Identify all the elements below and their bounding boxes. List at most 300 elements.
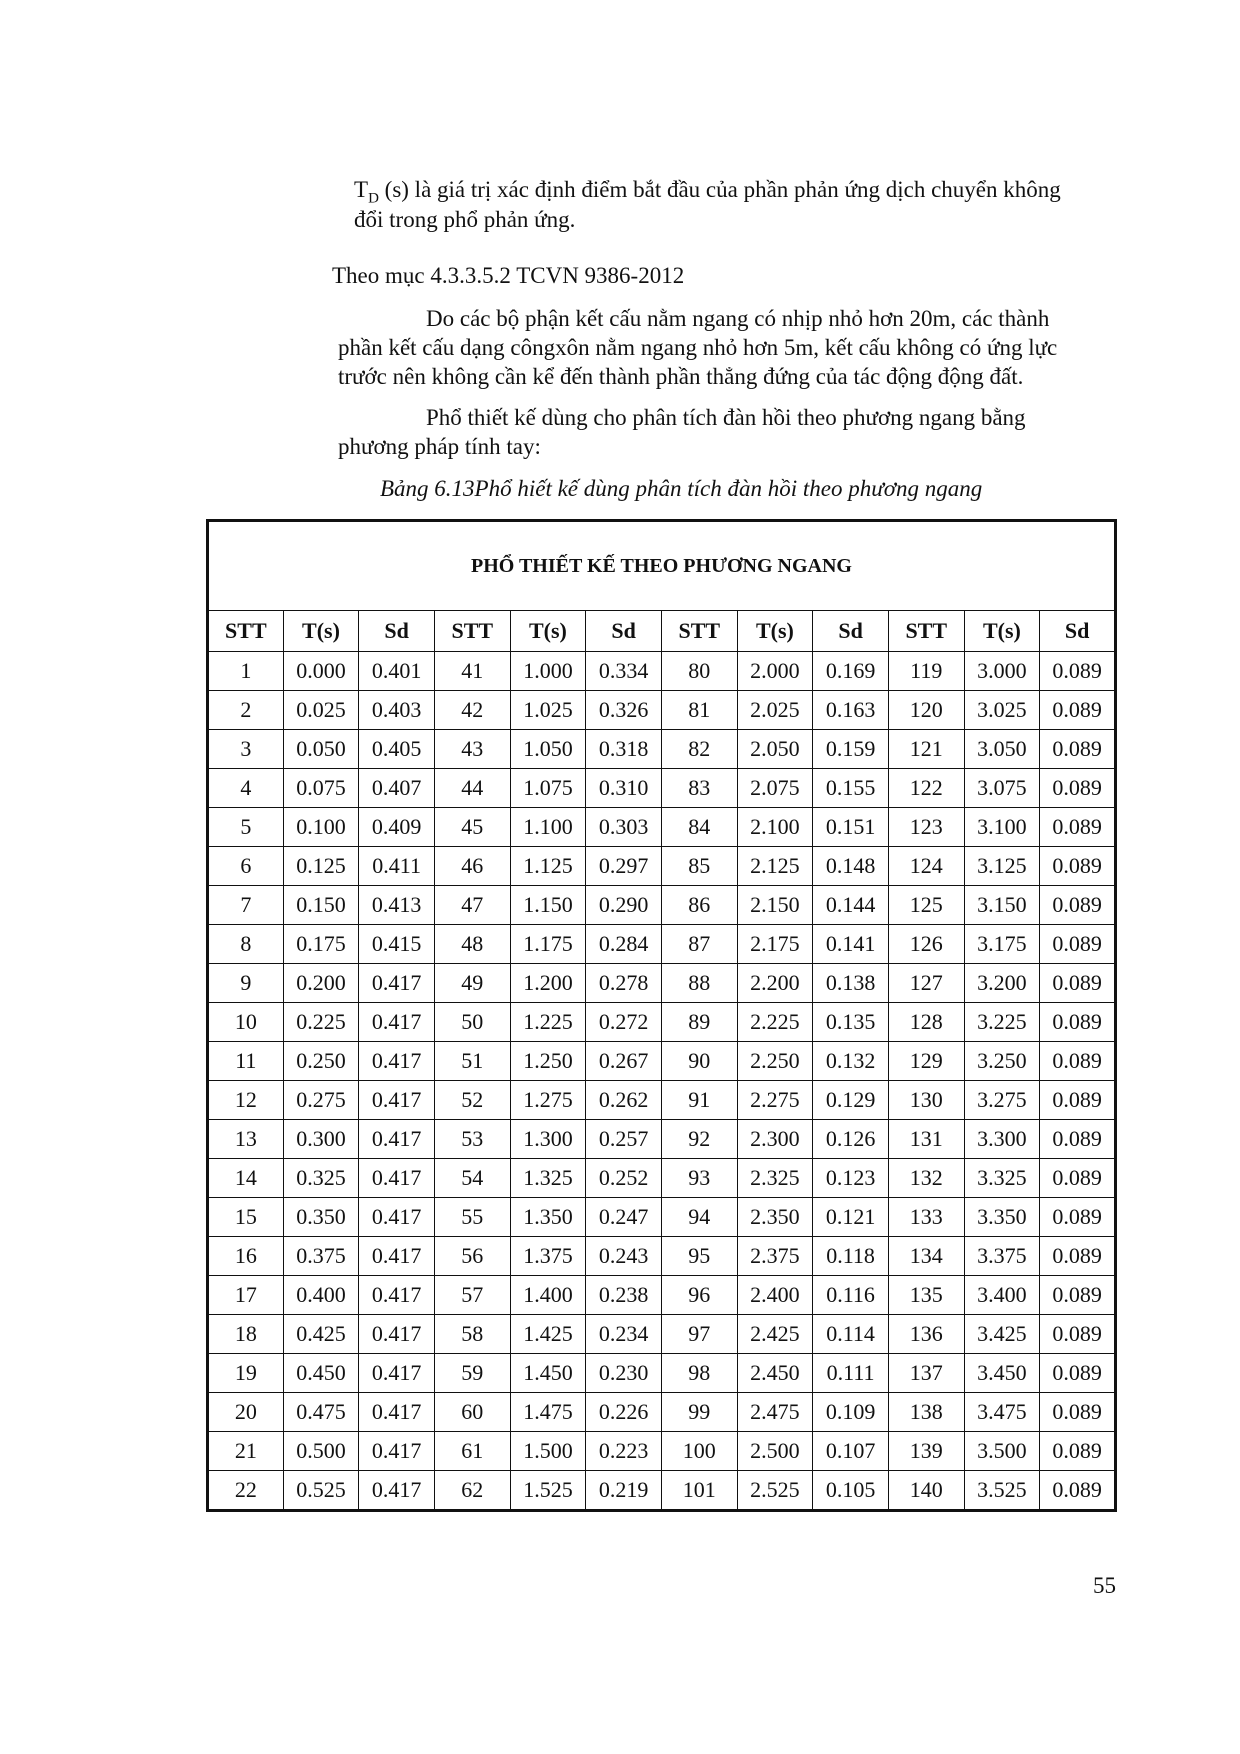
table-row — [208, 1471, 1116, 1511]
table-cell: 0.163 — [813, 691, 889, 730]
table-cell: 0.089 — [1040, 730, 1116, 769]
table-cell: 0.417 — [359, 1081, 435, 1120]
table-cell: 3 — [208, 730, 284, 769]
table-cell: 3.475 — [964, 1393, 1040, 1432]
table-row — [208, 1432, 1116, 1471]
table-row — [208, 1276, 1116, 1315]
table-cell: 3.050 — [964, 730, 1040, 769]
column-header: T(s) — [964, 611, 1040, 652]
table-cell: 1.150 — [510, 886, 586, 925]
table-cell: 1.225 — [510, 1003, 586, 1042]
table-cell: 47 — [434, 886, 510, 925]
table-cell: 45 — [434, 808, 510, 847]
table-cell: 1 — [208, 652, 284, 691]
table-cell: 1.450 — [510, 1354, 586, 1393]
table-cell: 83 — [661, 769, 737, 808]
table-cell: 0.089 — [1040, 1276, 1116, 1315]
table-cell: 3.150 — [964, 886, 1040, 925]
table-cell: 122 — [888, 769, 964, 808]
table-cell: 0.326 — [586, 691, 662, 730]
table-cell: 0.407 — [359, 769, 435, 808]
table-cell: 0.297 — [586, 847, 662, 886]
table-cell: 0.121 — [813, 1198, 889, 1237]
table-cell: 0.089 — [1040, 1315, 1116, 1354]
table-cell: 2.225 — [737, 1003, 813, 1042]
table-cell: 0.247 — [586, 1198, 662, 1237]
column-header: T(s) — [283, 611, 359, 652]
table-row — [208, 808, 1116, 847]
td-symbol: T — [354, 177, 369, 202]
paragraph-line: Do các bộ phận kết cấu nằm ngang có nhịp nhỏ hơn 20m, các thành — [426, 306, 1050, 331]
table-cell: 0.450 — [283, 1354, 359, 1393]
table-cell: 93 — [661, 1159, 737, 1198]
table-cell: 3.375 — [964, 1237, 1040, 1276]
table-cell: 0.138 — [813, 964, 889, 1003]
table-row — [208, 1237, 1116, 1276]
page-number: 55 — [1093, 1573, 1116, 1598]
table-cell: 130 — [888, 1081, 964, 1120]
table-cell: 0.148 — [813, 847, 889, 886]
td-definition-line-2: đổi trong phổ phản ứng. — [354, 207, 576, 232]
table-cell: 0.225 — [283, 1003, 359, 1042]
table-cell: 17 — [208, 1276, 284, 1315]
table-cell: 0.144 — [813, 886, 889, 925]
table-cell: 0.089 — [1040, 1042, 1116, 1081]
table-cell: 0.100 — [283, 808, 359, 847]
table-cell: 2.425 — [737, 1315, 813, 1354]
table-cell: 1.300 — [510, 1120, 586, 1159]
table-cell: 61 — [434, 1432, 510, 1471]
spectrum-table-container — [206, 519, 1117, 1512]
table-cell: 134 — [888, 1237, 964, 1276]
column-header: Sd — [813, 611, 889, 652]
table-cell: 2.125 — [737, 847, 813, 886]
table-cell: 2.450 — [737, 1354, 813, 1393]
table-cell: 56 — [434, 1237, 510, 1276]
table-cell: 0.525 — [283, 1471, 359, 1511]
table-cell: 0.089 — [1040, 1471, 1116, 1511]
table-cell: 0.417 — [359, 1432, 435, 1471]
table-cell: 1.425 — [510, 1315, 586, 1354]
table-cell: 0.500 — [283, 1432, 359, 1471]
table-cell: 0.230 — [586, 1354, 662, 1393]
column-header: Sd — [586, 611, 662, 652]
table-cell: 0.375 — [283, 1237, 359, 1276]
table-cell: 16 — [208, 1237, 284, 1276]
column-header: Sd — [1040, 611, 1116, 652]
table-cell: 2.075 — [737, 769, 813, 808]
table-cell: 136 — [888, 1315, 964, 1354]
table-cell: 0.272 — [586, 1003, 662, 1042]
table-cell: 15 — [208, 1198, 284, 1237]
table-cell: 0.252 — [586, 1159, 662, 1198]
table-cell: 1.250 — [510, 1042, 586, 1081]
table-cell: 1.500 — [510, 1432, 586, 1471]
table-cell: 0.267 — [586, 1042, 662, 1081]
table-cell: 55 — [434, 1198, 510, 1237]
table-cell: 0.300 — [283, 1120, 359, 1159]
table-cell: 0.350 — [283, 1198, 359, 1237]
table-cell: 3.350 — [964, 1198, 1040, 1237]
table-cell: 2.175 — [737, 925, 813, 964]
table-cell: 21 — [208, 1432, 284, 1471]
table-cell: 3.025 — [964, 691, 1040, 730]
table-cell: 0.175 — [283, 925, 359, 964]
paragraph-line: phần kết cấu dạng côngxôn nằm ngang nhỏ hơn 5m, kết cấu không có ứng lực — [338, 335, 1058, 360]
td-text: (s) là giá trị xác định điểm bắt đầu của phần phản ứng dịch chuyển không — [378, 177, 1061, 202]
table-cell: 127 — [888, 964, 964, 1003]
spectrum-table — [206, 519, 1117, 1512]
table-cell: 0.310 — [586, 769, 662, 808]
table-cell: 0.417 — [359, 1354, 435, 1393]
table-cell: 133 — [888, 1198, 964, 1237]
table-cell: 0.250 — [283, 1042, 359, 1081]
table-cell: 0.089 — [1040, 886, 1116, 925]
table-cell: 42 — [434, 691, 510, 730]
table-cell: 48 — [434, 925, 510, 964]
table-cell: 119 — [888, 652, 964, 691]
standard-reference: Theo mục 4.3.3.5.2 TCVN 9386-2012 — [332, 263, 685, 288]
table-cell: 128 — [888, 1003, 964, 1042]
table-cell: 1.075 — [510, 769, 586, 808]
table-cell: 98 — [661, 1354, 737, 1393]
table-cell: 0.125 — [283, 847, 359, 886]
table-cell: 88 — [661, 964, 737, 1003]
table-cell: 52 — [434, 1081, 510, 1120]
table-cell: 9 — [208, 964, 284, 1003]
table-cell: 2.000 — [737, 652, 813, 691]
table-cell: 0.089 — [1040, 847, 1116, 886]
table-cell: 94 — [661, 1198, 737, 1237]
table-cell: 4 — [208, 769, 284, 808]
table-cell: 120 — [888, 691, 964, 730]
table-cell: 0.114 — [813, 1315, 889, 1354]
table-cell: 0.262 — [586, 1081, 662, 1120]
table-cell: 1.275 — [510, 1081, 586, 1120]
table-cell: 0.105 — [813, 1471, 889, 1511]
table-cell: 89 — [661, 1003, 737, 1042]
table-cell: 0.089 — [1040, 1003, 1116, 1042]
table-title-row — [208, 521, 1116, 611]
table-row — [208, 847, 1116, 886]
table-cell: 0.159 — [813, 730, 889, 769]
table-cell: 2.050 — [737, 730, 813, 769]
table-cell: 0.334 — [586, 652, 662, 691]
table-cell: 3.125 — [964, 847, 1040, 886]
table-cell: 0.417 — [359, 1315, 435, 1354]
table-cell: 3.075 — [964, 769, 1040, 808]
table-body — [208, 652, 1116, 1511]
table-cell: 18 — [208, 1315, 284, 1354]
table-cell: 97 — [661, 1315, 737, 1354]
table-cell: 0.417 — [359, 1042, 435, 1081]
table-cell: 0.129 — [813, 1081, 889, 1120]
table-cell: 57 — [434, 1276, 510, 1315]
table-row — [208, 1120, 1116, 1159]
table-cell: 58 — [434, 1315, 510, 1354]
table-cell: 54 — [434, 1159, 510, 1198]
table-cell: 3.100 — [964, 808, 1040, 847]
table-cell: 0.150 — [283, 886, 359, 925]
table-row — [208, 1042, 1116, 1081]
table-cell: 0.400 — [283, 1276, 359, 1315]
table-cell: 2.400 — [737, 1276, 813, 1315]
table-header-row — [208, 611, 1116, 652]
table-cell: 11 — [208, 1042, 284, 1081]
table-cell: 0.050 — [283, 730, 359, 769]
table-cell: 3.425 — [964, 1315, 1040, 1354]
table-cell: 124 — [888, 847, 964, 886]
table-cell: 0.417 — [359, 1471, 435, 1511]
table-cell: 2.200 — [737, 964, 813, 1003]
table-cell: 43 — [434, 730, 510, 769]
table-cell: 2.025 — [737, 691, 813, 730]
table-cell: 137 — [888, 1354, 964, 1393]
table-cell: 3.250 — [964, 1042, 1040, 1081]
table-cell: 0.318 — [586, 730, 662, 769]
table-row — [208, 769, 1116, 808]
table-cell: 0.238 — [586, 1276, 662, 1315]
table-cell: 0.425 — [283, 1315, 359, 1354]
table-cell: 20 — [208, 1393, 284, 1432]
table-cell: 0.089 — [1040, 1237, 1116, 1276]
table-cell: 90 — [661, 1042, 737, 1081]
table-cell: 2 — [208, 691, 284, 730]
table-cell: 0.275 — [283, 1081, 359, 1120]
column-header: Sd — [359, 611, 435, 652]
table-cell: 1.050 — [510, 730, 586, 769]
table-cell: 1.025 — [510, 691, 586, 730]
table-cell: 1.525 — [510, 1471, 586, 1511]
table-cell: 22 — [208, 1471, 284, 1511]
table-cell: 2.250 — [737, 1042, 813, 1081]
table-cell: 0.089 — [1040, 1120, 1116, 1159]
table-cell: 0.411 — [359, 847, 435, 886]
table-cell: 123 — [888, 808, 964, 847]
table-cell: 0.417 — [359, 1393, 435, 1432]
table-cell: 87 — [661, 925, 737, 964]
table-cell: 0.200 — [283, 964, 359, 1003]
table-cell: 0.223 — [586, 1432, 662, 1471]
table-cell: 12 — [208, 1081, 284, 1120]
table-cell: 2.375 — [737, 1237, 813, 1276]
paragraph-line: trước nên không cần kể đến thành phần thẳng đứng của tác động động đất. — [338, 364, 1024, 389]
table-cell: 0.089 — [1040, 1432, 1116, 1471]
table-cell: 0.417 — [359, 1159, 435, 1198]
column-header: STT — [661, 611, 737, 652]
td-subscript: D — [368, 190, 379, 207]
table-cell: 60 — [434, 1393, 510, 1432]
table-cell: 1.375 — [510, 1237, 586, 1276]
table-row — [208, 730, 1116, 769]
table-cell: 0.089 — [1040, 1081, 1116, 1120]
table-cell: 0.089 — [1040, 925, 1116, 964]
table-cell: 2.500 — [737, 1432, 813, 1471]
table-cell: 0.116 — [813, 1276, 889, 1315]
table-row — [208, 1003, 1116, 1042]
table-cell: 126 — [888, 925, 964, 964]
table-cell: 0.243 — [586, 1237, 662, 1276]
table-cell: 0.126 — [813, 1120, 889, 1159]
table-cell: 13 — [208, 1120, 284, 1159]
table-cell: 0.257 — [586, 1120, 662, 1159]
table-cell: 84 — [661, 808, 737, 847]
table-cell: 3.450 — [964, 1354, 1040, 1393]
table-row — [208, 652, 1116, 691]
table-cell: 0.303 — [586, 808, 662, 847]
table-cell: 0.089 — [1040, 808, 1116, 847]
table-cell: 0.409 — [359, 808, 435, 847]
table-cell: 140 — [888, 1471, 964, 1511]
table-cell: 0.417 — [359, 1003, 435, 1042]
table-cell: 1.200 — [510, 964, 586, 1003]
table-cell: 0.111 — [813, 1354, 889, 1393]
table-cell: 0.284 — [586, 925, 662, 964]
table-row — [208, 1393, 1116, 1432]
column-header: STT — [434, 611, 510, 652]
table-cell: 0.118 — [813, 1237, 889, 1276]
table-cell: 0.169 — [813, 652, 889, 691]
table-cell: 14 — [208, 1159, 284, 1198]
table-cell: 2.100 — [737, 808, 813, 847]
table-cell: 1.350 — [510, 1198, 586, 1237]
table-cell: 0.135 — [813, 1003, 889, 1042]
table-cell: 0.475 — [283, 1393, 359, 1432]
table-cell: 3.225 — [964, 1003, 1040, 1042]
table-cell: 0.290 — [586, 886, 662, 925]
table-row — [208, 925, 1116, 964]
table-cell: 0.417 — [359, 1237, 435, 1276]
table-cell: 0.151 — [813, 808, 889, 847]
table-cell: 0.403 — [359, 691, 435, 730]
table-row — [208, 691, 1116, 730]
table-cell: 132 — [888, 1159, 964, 1198]
table-cell: 3.500 — [964, 1432, 1040, 1471]
table-cell: 2.275 — [737, 1081, 813, 1120]
table-cell: 99 — [661, 1393, 737, 1432]
table-cell: 50 — [434, 1003, 510, 1042]
column-header: T(s) — [510, 611, 586, 652]
table-cell: 0.417 — [359, 1198, 435, 1237]
table-cell: 3.325 — [964, 1159, 1040, 1198]
table-cell: 81 — [661, 691, 737, 730]
table-cell: 0.107 — [813, 1432, 889, 1471]
paragraph-line: phương pháp tính tay: — [338, 434, 541, 459]
table-cell: 0.401 — [359, 652, 435, 691]
table-cell: 8 — [208, 925, 284, 964]
table-cell: 131 — [888, 1120, 964, 1159]
table-cell: 19 — [208, 1354, 284, 1393]
table-cell: 86 — [661, 886, 737, 925]
table-cell: 0.089 — [1040, 769, 1116, 808]
table-cell: 49 — [434, 964, 510, 1003]
table-cell: 2.475 — [737, 1393, 813, 1432]
table-cell: 0.415 — [359, 925, 435, 964]
table-cell: 1.175 — [510, 925, 586, 964]
table-cell: 41 — [434, 652, 510, 691]
table-cell: 59 — [434, 1354, 510, 1393]
table-cell: 0.075 — [283, 769, 359, 808]
table-row — [208, 1081, 1116, 1120]
table-cell: 3.175 — [964, 925, 1040, 964]
table-cell: 3.400 — [964, 1276, 1040, 1315]
table-row — [208, 964, 1116, 1003]
table-cell: 0.413 — [359, 886, 435, 925]
column-header: STT — [888, 611, 964, 652]
table-cell: 139 — [888, 1432, 964, 1471]
table-cell: 85 — [661, 847, 737, 886]
table-cell: 1.100 — [510, 808, 586, 847]
table-cell: 2.300 — [737, 1120, 813, 1159]
table-cell: 95 — [661, 1237, 737, 1276]
table-cell: 2.350 — [737, 1198, 813, 1237]
table-cell: 121 — [888, 730, 964, 769]
table-cell: 125 — [888, 886, 964, 925]
paragraph-line: Phổ thiết kế dùng cho phân tích đàn hồi theo phương ngang bằng — [426, 405, 1026, 430]
table-cell: 100 — [661, 1432, 737, 1471]
table-row — [208, 1354, 1116, 1393]
table-cell: 2.150 — [737, 886, 813, 925]
table-cell: 53 — [434, 1120, 510, 1159]
table-cell: 0.219 — [586, 1471, 662, 1511]
table-cell: 0.234 — [586, 1315, 662, 1354]
table-row — [208, 1315, 1116, 1354]
table-cell: 62 — [434, 1471, 510, 1511]
table-cell: 138 — [888, 1393, 964, 1432]
table-cell: 0.417 — [359, 1120, 435, 1159]
table-cell: 1.325 — [510, 1159, 586, 1198]
table-cell: 1.400 — [510, 1276, 586, 1315]
table-cell: 0.226 — [586, 1393, 662, 1432]
table-row — [208, 1198, 1116, 1237]
table-cell: 91 — [661, 1081, 737, 1120]
table-cell: 0.000 — [283, 652, 359, 691]
table-cell: 1.125 — [510, 847, 586, 886]
table-cell: 5 — [208, 808, 284, 847]
table-row — [208, 1159, 1116, 1198]
column-header: T(s) — [737, 611, 813, 652]
table-cell: 0.089 — [1040, 1198, 1116, 1237]
table-cell: 0.089 — [1040, 1393, 1116, 1432]
table-cell: 0.278 — [586, 964, 662, 1003]
table-cell: 0.123 — [813, 1159, 889, 1198]
table-cell: 129 — [888, 1042, 964, 1081]
table-cell: 3.275 — [964, 1081, 1040, 1120]
table-cell: 46 — [434, 847, 510, 886]
table-title: PHỔ THIẾT KẾ THEO PHƯƠNG NGANG — [208, 521, 1116, 611]
table-cell: 0.417 — [359, 1276, 435, 1315]
table-cell: 96 — [661, 1276, 737, 1315]
table-cell: 0.089 — [1040, 652, 1116, 691]
table-cell: 0.325 — [283, 1159, 359, 1198]
table-cell: 3.200 — [964, 964, 1040, 1003]
table-cell: 0.132 — [813, 1042, 889, 1081]
table-caption: Bảng 6.13Phổ hiết kế dùng phân tích đàn hồi theo phương ngang — [380, 476, 983, 501]
table-cell: 0.089 — [1040, 691, 1116, 730]
table-cell: 0.155 — [813, 769, 889, 808]
table-cell: 3.525 — [964, 1471, 1040, 1511]
table-cell: 7 — [208, 886, 284, 925]
table-cell: 2.525 — [737, 1471, 813, 1511]
table-cell: 0.089 — [1040, 1354, 1116, 1393]
table-cell: 0.089 — [1040, 1159, 1116, 1198]
table-cell: 0.025 — [283, 691, 359, 730]
table-cell: 0.109 — [813, 1393, 889, 1432]
table-cell: 82 — [661, 730, 737, 769]
table-cell: 44 — [434, 769, 510, 808]
table-cell: 6 — [208, 847, 284, 886]
table-cell: 0.417 — [359, 964, 435, 1003]
